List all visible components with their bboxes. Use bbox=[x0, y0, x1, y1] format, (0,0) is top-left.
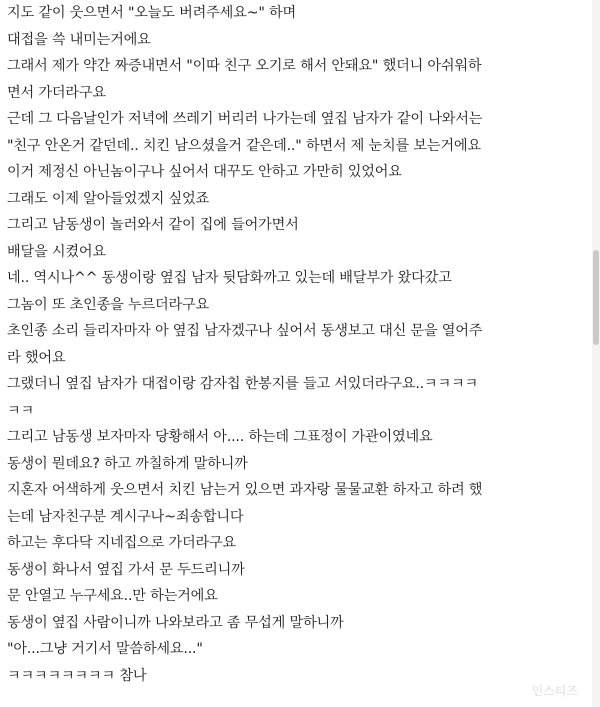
text-line: 지혼자 어색하게 웃으면서 치킨 남는거 있으면 과자랑 물물교환 하자고 하려 했 bbox=[7, 482, 483, 498]
scrollbar[interactable] bbox=[592, 0, 600, 707]
text-line: "아...그냥 거기서 말씀하세요..." bbox=[7, 641, 203, 657]
text-line: "친구 안온거 같던데.. 치킨 남으셨을거 같은데.." 하면서 제 눈치를 보는거에요 bbox=[7, 137, 481, 154]
text-line: 라 했어요 bbox=[7, 349, 66, 366]
post-text bbox=[7, 0, 585, 689]
scrollbar-thumb[interactable] bbox=[593, 250, 599, 345]
text-line: 근데 그 다음날인가 저녁에 쓰레기 버리러 나가는데 옆집 남자가 같이 나와서는 bbox=[7, 111, 483, 127]
text-line: 이거 제정신 아닌놈이구나 싶어서 대꾸도 안하고 가만히 있었어요 bbox=[7, 164, 402, 180]
text-line: 대접을 쓱 내미는거에요 bbox=[7, 31, 151, 48]
text-line: 그래서 제가 약간 짜증내면서 "이따 친구 오기로 해서 안돼요" 했더니 아쉬워하 bbox=[7, 58, 482, 74]
text-line: 그리고 남동생이 놀러와서 같이 집에 들어가면서 bbox=[7, 217, 299, 233]
text-line: 그랬더니 옆집 남자가 대접이랑 감자칩 한봉지를 들고 서있더라구요..ㅋㅋㅋㅋ bbox=[7, 376, 478, 392]
text-line: 동생이 뭔데요? 하고 까칠하게 말하니까 bbox=[7, 455, 248, 472]
text-line: 초인종 소리 들리자마자 아 옆집 남자겠구나 싶어서 동생보고 대신 문을 열어주 bbox=[7, 323, 483, 339]
text-line: 지도 같이 웃으면서 "오늘도 버려주세요~" 하며 bbox=[7, 5, 296, 21]
text-line: ㅋㅋ bbox=[7, 402, 35, 419]
text-line: 는데 남자친구분 계시구나~죄송합니다 bbox=[7, 508, 244, 525]
text-line: 그리고 남동생 보자마자 당황해서 아.... 하는데 그표정이 가관이였네요 bbox=[7, 429, 433, 445]
text-line: 배달을 시켰어요 bbox=[7, 243, 106, 260]
text-line: 네.. 역시나^^ 동생이랑 옆집 남자 뒷담화까고 있는데 배달부가 왔다갔고 bbox=[7, 270, 452, 286]
text-line: 하고는 후다닥 지네집으로 가더라구요 bbox=[7, 535, 237, 551]
text-line: 그놈이 또 초인종을 누르더라구요 bbox=[7, 296, 210, 313]
text-line: 면서 가더라구요 bbox=[7, 84, 106, 101]
text-line: 동생이 옆집 사람이니까 나와보라고 좀 무섭게 말하니까 bbox=[7, 614, 344, 631]
text-line: 그래도 이제 알아들었겠지 싶었죠 bbox=[7, 190, 210, 207]
text-line: 문 안열고 누구세요..만 하는거에요 bbox=[7, 588, 218, 604]
text-line: ㅋㅋㅋㅋㅋㅋㅋㅋ 참나 bbox=[7, 667, 147, 684]
text-line: 동생이 화나서 옆집 가서 문 두드리니까 bbox=[7, 561, 245, 578]
watermark: 인스티즈 bbox=[531, 684, 578, 698]
